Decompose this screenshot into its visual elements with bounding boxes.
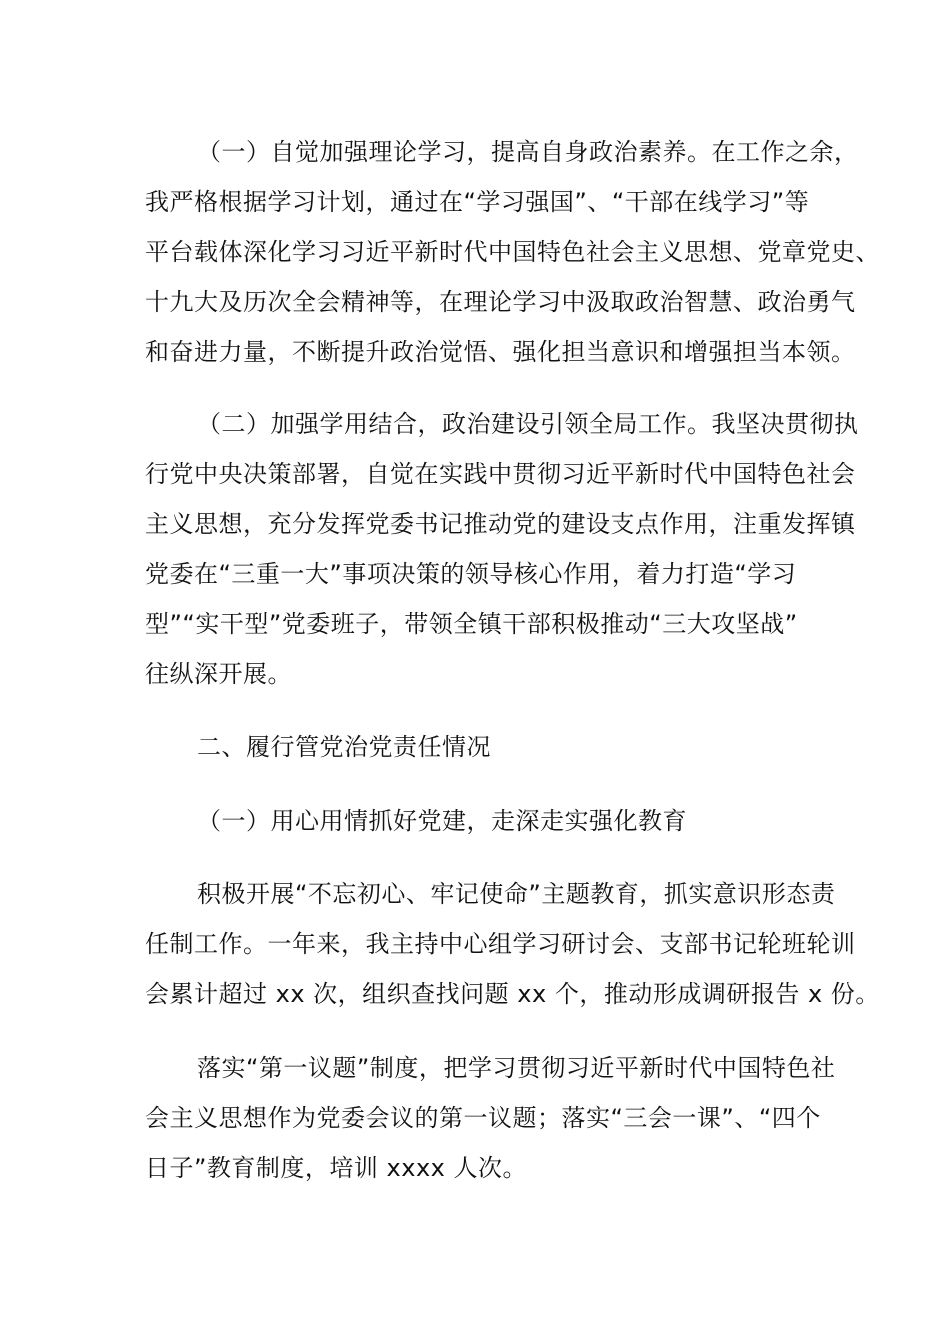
text-line: 落实“第一议题”制度，把学习贯彻习近平新时代中国特色社 <box>197 1054 836 1082</box>
text-line: 会主义思想作为党委会议的第一议题；落实“三会一课”、“四个 <box>145 1104 821 1132</box>
text-line: 主义思想，充分发挥党委书记推动党的建设支点作用，注重发挥镇 <box>145 510 856 538</box>
paragraph-study-application <box>145 399 859 699</box>
text-line: 任制工作。一年来，我主持中心组学习研讨会、支部书记轮班轮训 <box>145 930 856 958</box>
text-line: 型”“实干型”党委班子，带领全镇干部积极推动“三大攻坚战” <box>145 610 798 638</box>
paragraph-first-agenda <box>145 1043 835 1193</box>
text-line: 日子”教育制度，培训 xxxx 人次。 <box>145 1154 528 1182</box>
text-line: 党委在“三重一大”事项决策的领导核心作用，着力打造“学习 <box>145 560 797 588</box>
section-heading: 二、履行管党治党责任情况 <box>197 733 491 761</box>
text-line: （一）自觉加强理论学习，提高自身政治素养。在工作之余， <box>197 138 859 166</box>
text-line: 平台载体深化学习习近平新时代中国特色社会主义思想、党章党史、 <box>145 238 880 266</box>
text-line: 行党中央决策部署，自觉在实践中贯彻习近平新时代中国特色社会 <box>145 460 856 488</box>
text-line: 往纵深开展。 <box>145 660 292 688</box>
text-line: 我严格根据学习计划，通过在“学习强国”、“干部在线学习”等 <box>145 188 810 216</box>
text-line: 十九大及历次全会精神等，在理论学习中汲取政治智慧、政治勇气 <box>145 288 856 316</box>
paragraph-theme-education <box>145 869 880 1019</box>
sub-heading: （一）用心用情抓好党建，走深走实强化教育 <box>197 807 687 835</box>
text-line: 会累计超过 xx 次，组织查找问题 xx 个，推动形成调研报告 x 份。 <box>145 980 880 1008</box>
text-line: 和奋进力量，不断提升政治觉悟、强化担当意识和增强担当本领。 <box>145 338 856 366</box>
text-line: 积极开展“不忘初心、牢记使命”主题教育，抓实意识形态责 <box>197 880 836 908</box>
paragraph-theory-study <box>145 127 880 377</box>
text-line: （二）加强学用结合，政治建设引领全局工作。我坚决贯彻执 <box>197 410 859 438</box>
